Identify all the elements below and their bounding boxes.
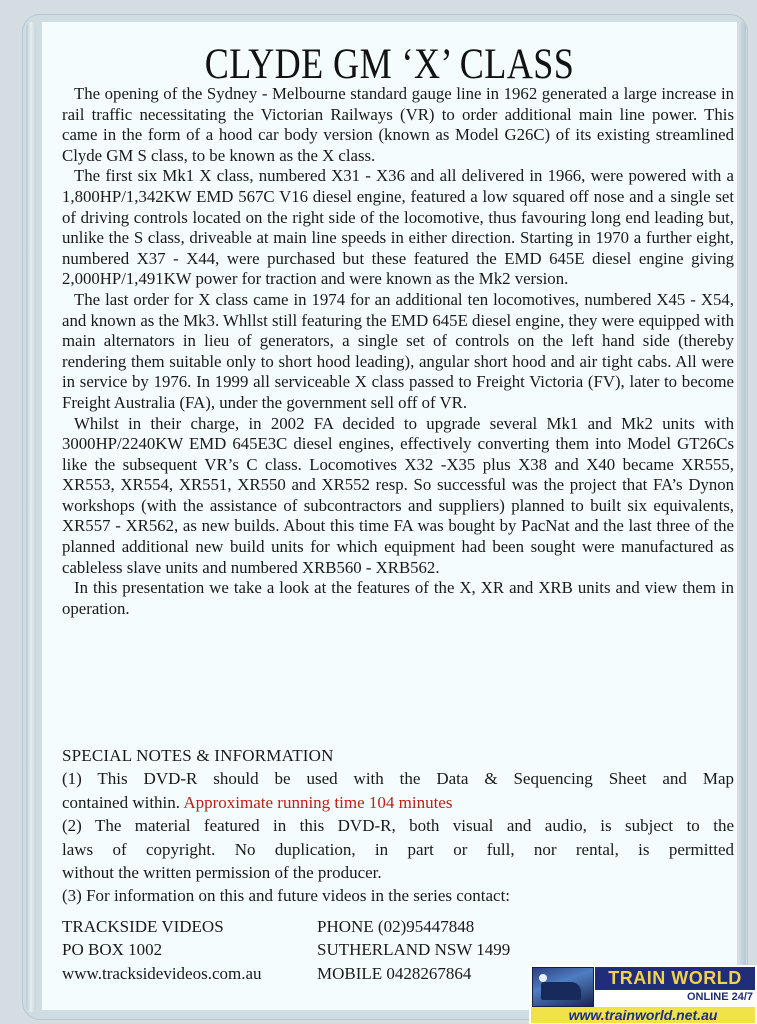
trainworld-logo [529,965,757,1024]
logo-url: www.trainworld.net.au [531,1007,755,1023]
paragraph: The first six Mk1 X class, numbered X31 - X36 and all delivered in 1966, were powered with a 1,800HP/1,342KW EMD 567C V16 diesel engine, featured a low squared off nose and a single set of driving controls located on the right side of the locomotive, thus favouring long end leading but, unlike the S class, driveable at main line speeds in either direction. Starting in 1970 a further eight, numbered X37 - X44, were purchased but these featured the EMD 645E diesel engine giving 2,000HP/1,491KW power for traction and were known as the Mk2 version. [62,166,734,289]
paragraph: Whilst in their charge, in 2002 FA decided to upgrade several Mk1 and Mk2 units with 3000HP/2240KW EMD 645E3C diesel engines, effectively converting them into Model GT26Cs like the subsequent VR’s C class. Locomotives X32 -X35 plus X38 and X40 became XR555, XR553, XR554, XR551, XR550 and XR552 resp. So successful was the project that FA’s Dynon workshops (with the assistance of subcontractors and suppliers) planned to built six equivalents, XR557 - XR562, as new builds. About this time FA was bought by PacNat and the last three of the planned additional new build units for which equipment had been sought were manufactured as cableless slave units and numbered XRB560 - XRB562. [62,413,734,577]
cover-insert [42,22,737,1010]
running-time: Approximate running time 104 minutes [183,792,453,812]
po-box: PO BOX 1002 [62,940,163,960]
page-title: CLYDE GM ‘X’ CLASS [204,41,575,88]
case-edge-right [738,22,746,1012]
note-1-line-1: (1) This DVD-R should be used with the Data & Sequencing Sheet and Map [62,769,734,789]
case-spine-left [26,22,36,1012]
description [62,84,734,619]
phone-number: PHONE (02)95447848 [317,917,475,936]
note-1-text: contained within. [62,792,181,812]
logo-brand: TRAIN WORLD [595,967,755,990]
train-photo-icon [532,967,594,1007]
note-2-line-2: laws of copyright. No duplication, in part or full, nor rental, is permitted [62,839,734,859]
paragraph: The last order for X class came in 1974 for an additional ten locomotives, numbered X45 - X54, and known as the Mk3. Whllst still featuring the EMD 645E diesel engine, they were equipped with main alternators in lieu of generators, a single set of controls on the left hand side (thereby rendering them suitable only to short hood leading), angular short hood and air tight cabs. All were in service by 1976. In 1999 all serviceable X class passed to Freight Victoria (FV), later to become Freight Australia (FA), under the government sell off of VR. [62,289,734,412]
company-name: TRACKSIDE VIDEOS [62,917,224,936]
notes-heading: SPECIAL NOTES & INFORMATION [62,746,334,765]
note-3: (3) For information on this and future videos in the series contact: [62,886,511,906]
paragraph: The opening of the Sydney - Melbourne standard gauge line in 1962 generated a large increase in rail traffic necessitating the Victorian Railways (VR) to order additional main line power. This came in the form of a hood car body version (known as Model G26C) of its existing streamlined Clyde GM S class, to be known as the X class. [62,84,734,165]
note-2-line-1: (2) The material featured in this DVD-R, both visual and audio, is subject to the [62,816,734,836]
suburb: SUTHERLAND NSW 1499 [317,940,511,960]
special-notes [62,744,734,908]
note-2-line-3: without the written permission of the producer. [62,863,382,883]
mobile-number: MOBILE 0428267864 [317,963,472,983]
logo-tagline: ONLINE 24/7 [686,991,753,1003]
note-1-line-2 [62,791,734,814]
paragraph: In this presentation we take a look at the features of the X, XR and XRB units and view them in operation. [62,578,734,618]
website-link[interactable]: www.tracksidevideos.com.au [62,963,262,983]
